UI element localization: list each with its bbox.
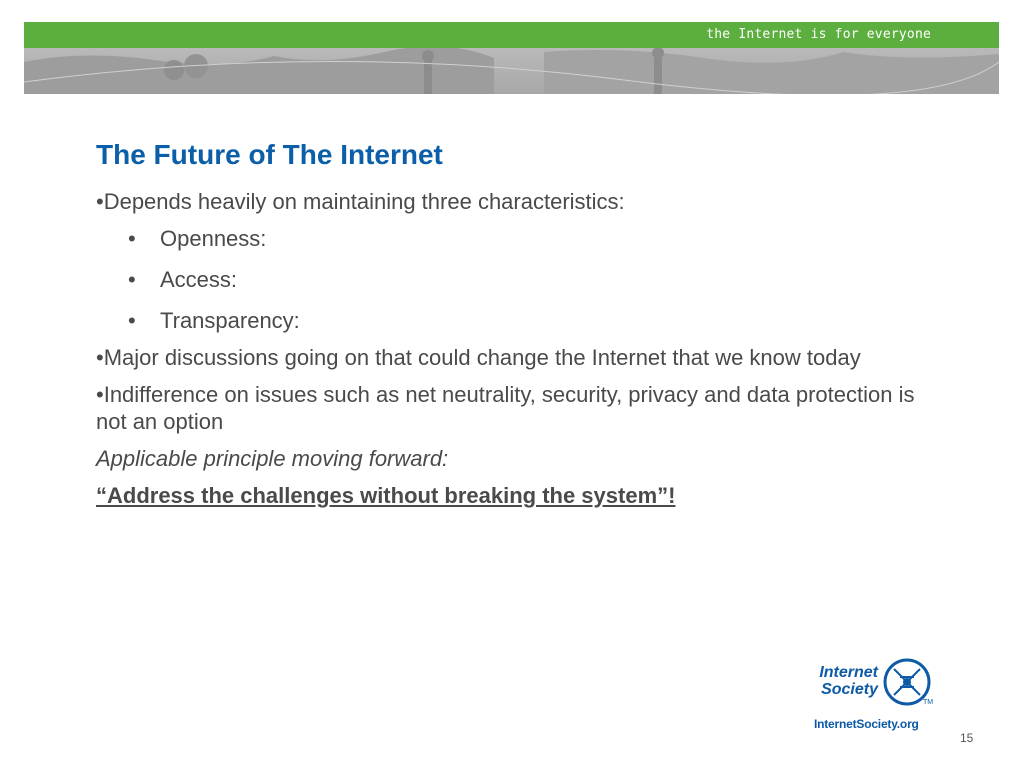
header-banner xyxy=(24,22,999,94)
sub-item-label: Access: xyxy=(160,267,238,292)
logo-word-internet: Internet xyxy=(819,664,878,681)
principle-label: Applicable principle moving forward: xyxy=(96,446,449,471)
sub-item-label: Openness: xyxy=(160,226,267,251)
page-number: 15 xyxy=(960,731,974,745)
tagline: the Internet is for everyone xyxy=(706,27,931,42)
sub-item-transparency xyxy=(96,307,916,334)
logo-trademark: TM xyxy=(923,699,934,706)
logo-word-society: Society xyxy=(821,681,878,698)
bullet-glyph: • xyxy=(128,267,136,292)
bullet-major-discussions: •Major discussions going on that could change the Internet that we know today xyxy=(96,345,861,370)
slide-title: The Future of The Internet xyxy=(96,139,443,170)
sub-item-access xyxy=(96,266,916,293)
bullet-indifference: •Indifference on issues such as net neutrality, security, privacy and data protection is not an option xyxy=(96,382,915,434)
principle-quote: “Address the challenges without breaking the system”! xyxy=(96,483,676,508)
bullet-glyph: • xyxy=(128,308,136,333)
sub-item-label: Transparency: xyxy=(160,308,300,333)
slide-body xyxy=(96,188,916,519)
bullet-glyph: • xyxy=(128,226,136,251)
internet-society-logo xyxy=(806,655,934,735)
sub-item-openness xyxy=(96,225,916,252)
logo-url: InternetSociety.org xyxy=(814,717,919,731)
bullet-characteristics: •Depends heavily on maintaining three characteristics: xyxy=(96,189,625,214)
